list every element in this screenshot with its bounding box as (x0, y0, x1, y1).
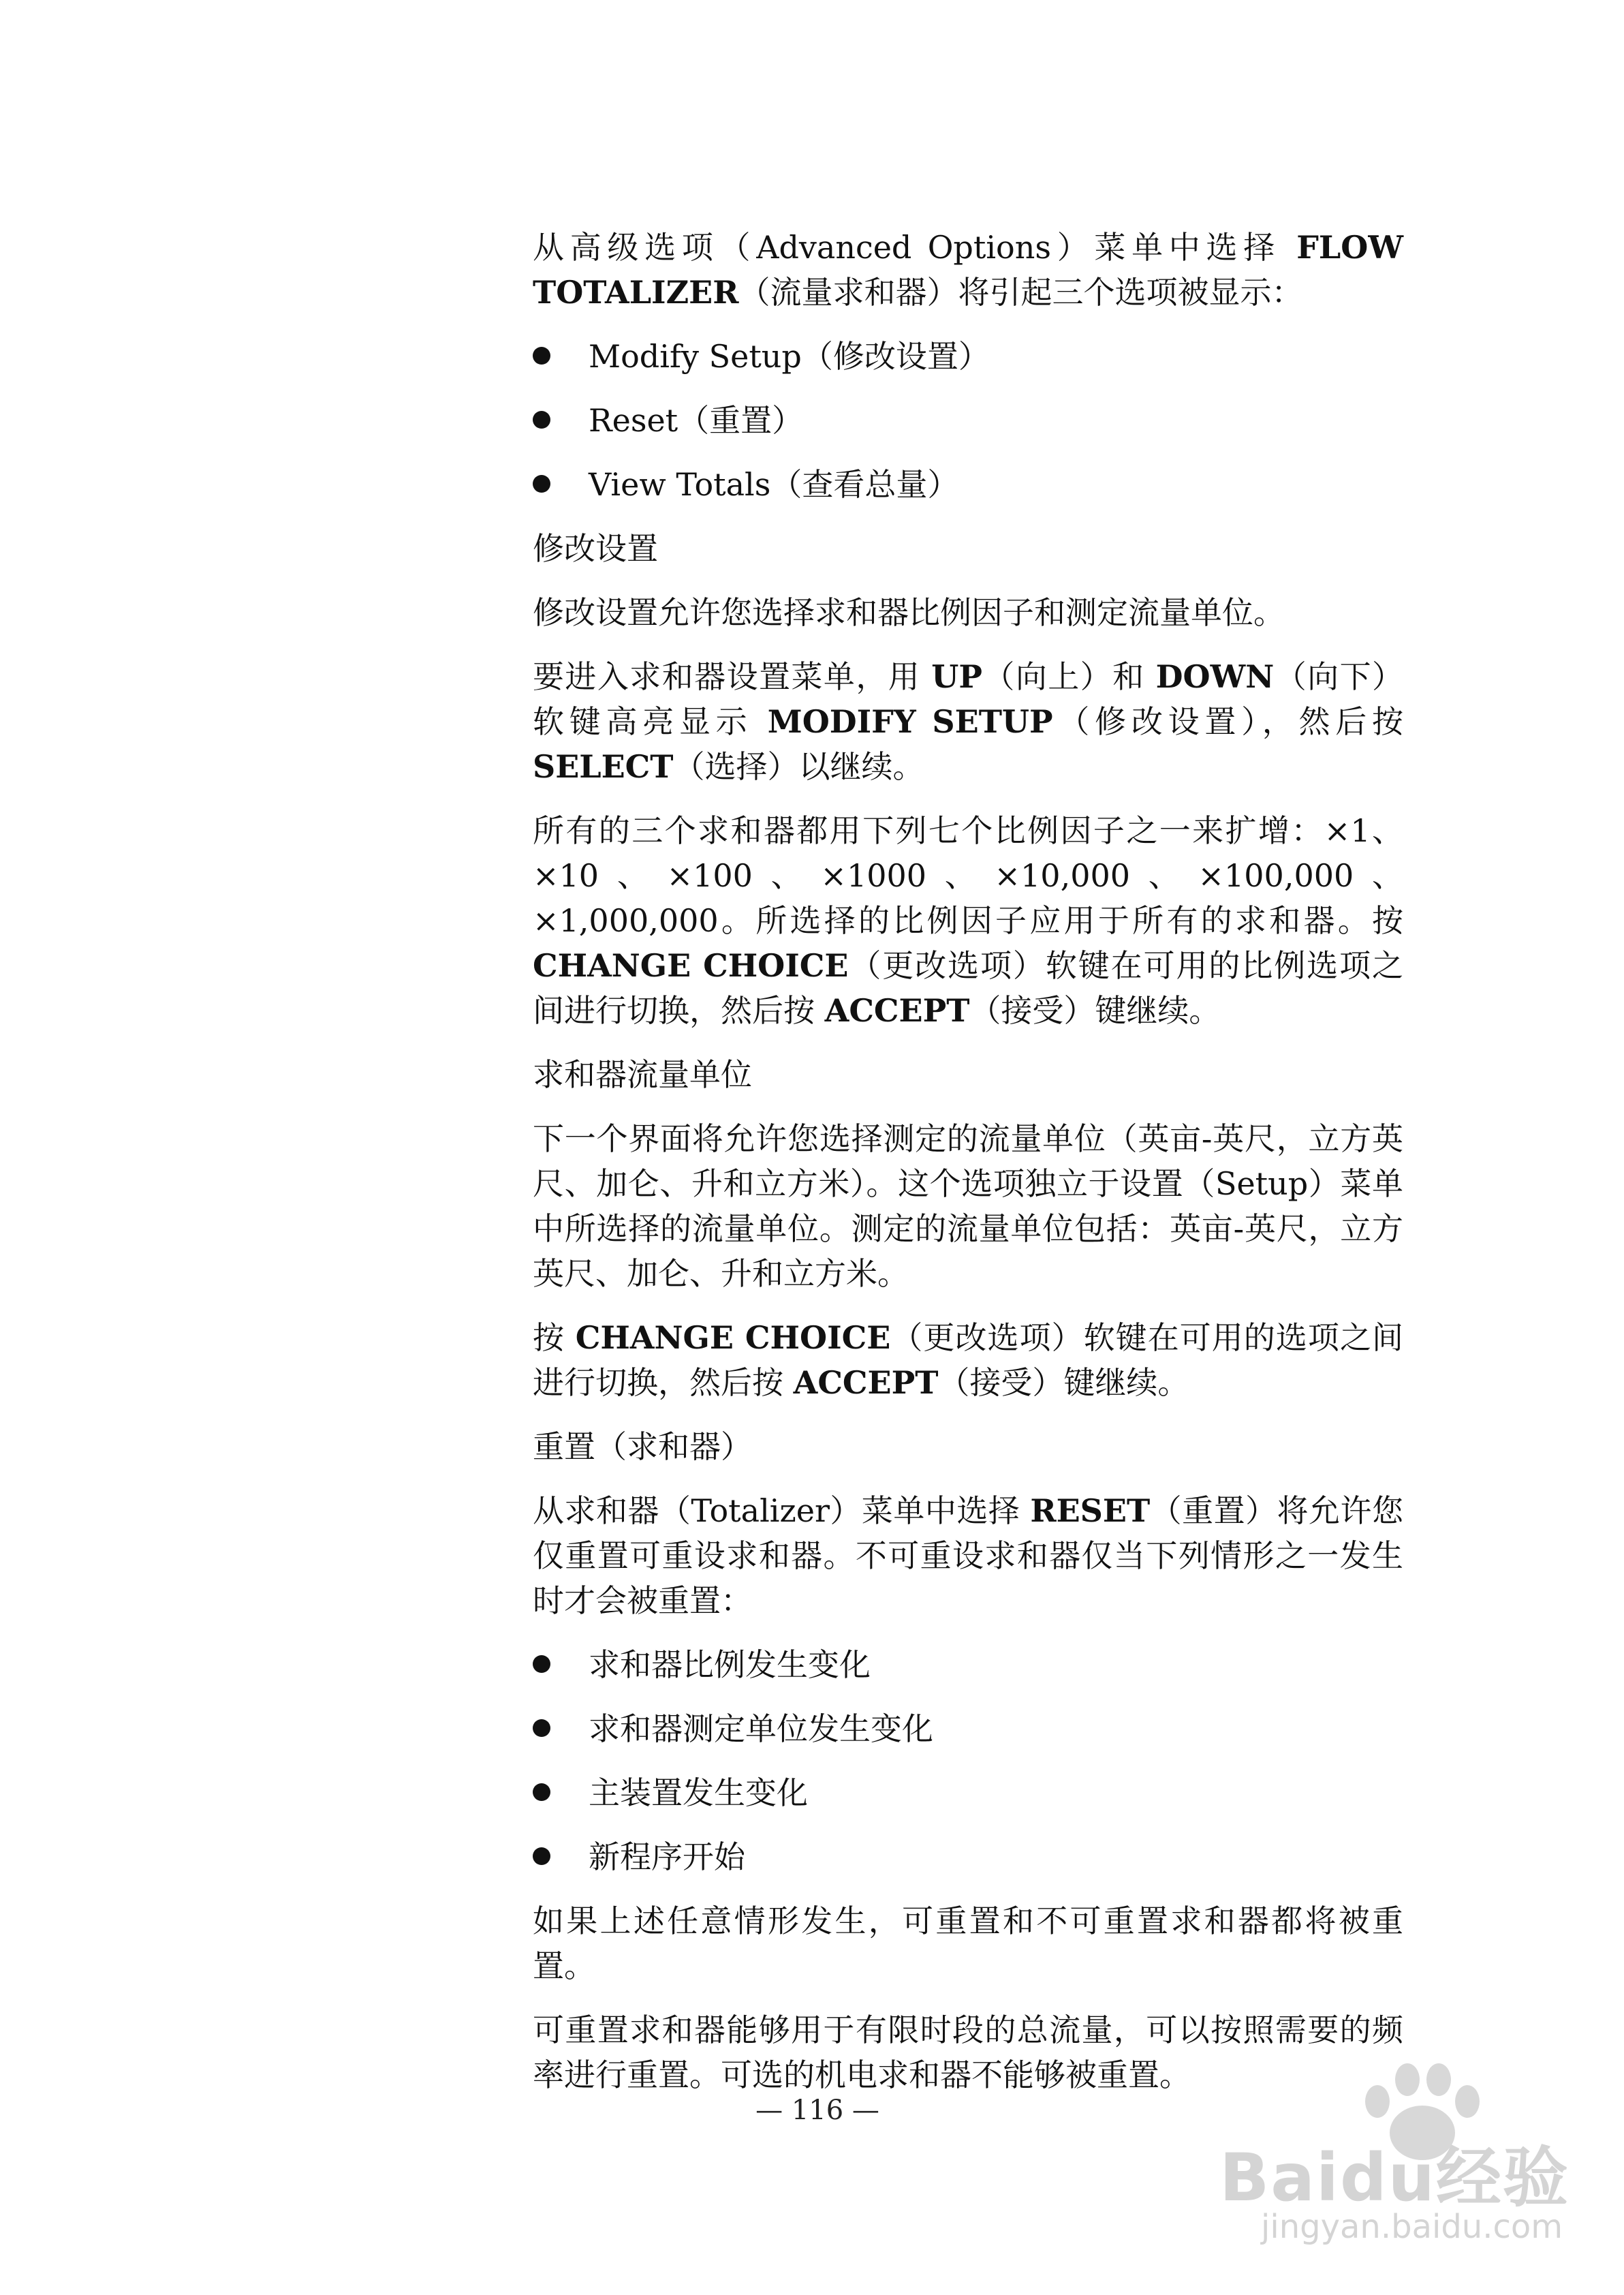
enter-setup-text-4: （修改设置），然后按 (1052, 703, 1404, 740)
page-number: — 116 — (755, 2095, 879, 2126)
watermark-brand: Baidu经验 (1219, 2140, 1570, 2216)
reset-condition-item (533, 1770, 1403, 1815)
units-change-paragraph (533, 1315, 1403, 1405)
units-description: 下一个界面将允许您选择测定的流量单位（英亩-英尺，立方英尺、加仑、升和立方米）。这个选项独立于设置（Setup）菜单中所选择的流量单位。测定的流量单位包括：英亩-英尺，立方英尺、加仑、升和立方米。 (533, 1120, 1403, 1292)
reset-condition-text: 求和器测定单位发生变化 (589, 1710, 933, 1747)
bullet-icon (533, 1847, 550, 1865)
document-body (533, 225, 1403, 2116)
reset-keyword: RESET (1030, 1492, 1151, 1529)
heading-modify-setup: 修改设置 (533, 530, 658, 567)
reset-condition-text: 新程序开始 (589, 1838, 745, 1875)
scale-factor-paragraph (533, 808, 1403, 1033)
down-keyword: DOWN (1155, 658, 1275, 695)
heading-flow-units: 求和器流量单位 (533, 1056, 752, 1093)
reset-description (533, 1488, 1403, 1623)
option-item (533, 398, 1403, 443)
heading-reset: 重置（求和器） (533, 1428, 752, 1465)
option-modify-setup: Modify Setup（修改设置） (589, 338, 990, 375)
accept-keyword: ACCEPT (824, 992, 970, 1029)
scale-text-2: （更改选项）软键在可用的比例选项之间进行切换，然后按 (533, 947, 1403, 1029)
bullet-icon (533, 347, 550, 365)
enter-setup-text-2: （向上）和 (982, 658, 1156, 695)
reset-text-2: （重置）将允许您仅重置可重设求和器。不可重设求和器仅当下列情形之一发生时才会被重置： (533, 1492, 1404, 1619)
reset-condition-text: 主装置发生变化 (589, 1774, 808, 1811)
intro-text-1: 从高级选项（Advanced Options）菜单中选择 (533, 229, 1297, 266)
watermark-url: jingyan.baidu.com (1261, 2208, 1563, 2246)
intro-paragraph (533, 225, 1403, 315)
change-choice-keyword: CHANGE CHOICE (533, 947, 849, 984)
change-choice-keyword: CHANGE CHOICE (575, 1319, 891, 1356)
baidu-watermark (1188, 2058, 1570, 2255)
bullet-icon (533, 475, 550, 493)
bullet-icon (533, 1719, 550, 1737)
enter-setup-text-5: （选择）以继续。 (673, 748, 924, 785)
option-item (533, 462, 1403, 507)
option-view-totals: View Totals（查看总量） (589, 466, 959, 503)
units-change-text-2: （更改选项）软键在可用的选项之间进行切换，然后按 (533, 1319, 1404, 1401)
accept-keyword: ACCEPT (793, 1364, 939, 1401)
intro-text-2: （流量求和器）将引起三个选项被显示： (738, 274, 1303, 311)
reset-condition-text: 求和器比例发生变化 (589, 1646, 871, 1683)
option-reset: Reset（重置） (589, 402, 804, 439)
modify-setup-keyword: MODIFY SETUP (767, 703, 1053, 740)
reset-condition-item (533, 1706, 1403, 1751)
option-item (533, 334, 1403, 379)
reset-text-1: 从求和器（Totalizer）菜单中选择 (533, 1492, 1031, 1529)
enter-setup-paragraph (533, 654, 1403, 789)
bullet-icon (533, 1783, 550, 1801)
up-keyword: UP (931, 658, 982, 695)
scale-text-1: 所有的三个求和器都用下列七个比例因子之一来扩增：×1、×10、×100、×1000、×10,000、×100,000、×1,000,000。所选择的比例因子应用于所有的求和器。按 (533, 812, 1403, 939)
units-change-text-3: （接受）键继续。 (938, 1364, 1189, 1401)
bullet-icon (533, 411, 550, 429)
units-change-text-1: 按 (533, 1319, 576, 1356)
flow-totalizer-keyword: FLOW TOTALIZER (533, 229, 1403, 311)
reset-condition-item (533, 1642, 1403, 1687)
bullet-icon (533, 1655, 550, 1673)
scale-text-3: （接受）键继续。 (969, 992, 1221, 1029)
select-keyword: SELECT (533, 748, 674, 785)
enter-setup-text-1: 要进入求和器设置菜单，用 (533, 658, 932, 695)
enter-setup-text-3: （向下）软键高亮显示 (533, 658, 1404, 740)
reset-condition-item (533, 1834, 1403, 1879)
reset-all-paragraph: 如果上述任意情形发生，可重置和不可重置求和器都将被重置。 (533, 1903, 1403, 1984)
resettable-use-paragraph: 可重置求和器能够用于有限时段的总流量，可以按照需要的频率进行重置。可选的机电求和器不能够被重置。 (533, 2012, 1403, 2093)
modify-description: 修改设置允许您选择求和器比例因子和测定流量单位。 (533, 594, 1285, 631)
